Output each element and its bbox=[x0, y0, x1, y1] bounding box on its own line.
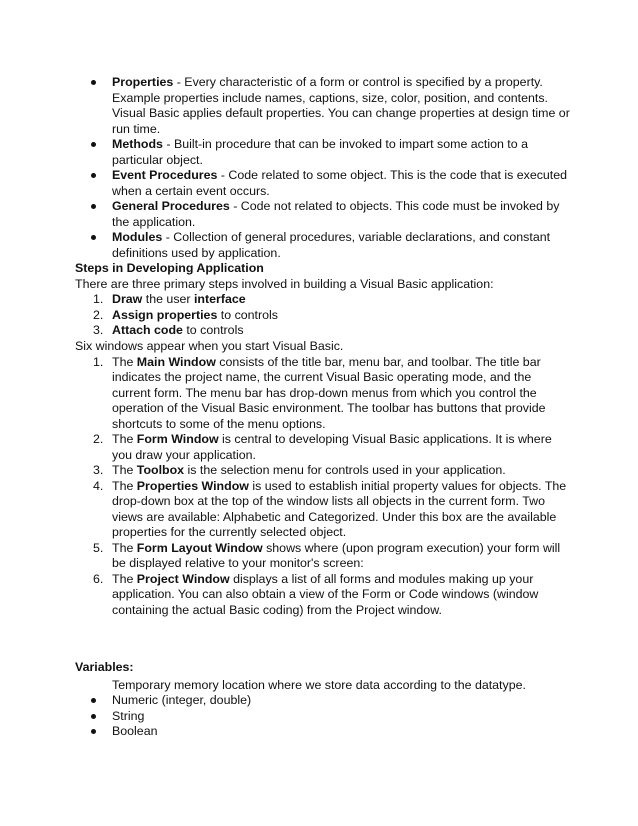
definitions-list-section bbox=[0, 75, 638, 339]
variables-heading: Variables: bbox=[75, 660, 134, 674]
list-item: 2. The Form Window is central to developing Visual Basic applications. It is where you draw your application. bbox=[93, 432, 552, 462]
list-item bbox=[0, 199, 638, 230]
steps-heading: Steps in Developing Application bbox=[75, 261, 264, 275]
term: Modules bbox=[112, 230, 163, 244]
bullet-icon bbox=[91, 173, 96, 178]
variable-types-list bbox=[0, 693, 638, 740]
description: - Code related to some object. This is the code that is executed when a certain event occurs. bbox=[112, 168, 568, 198]
list-item: 3. The Toolbox is the selection menu for controls used in your application. bbox=[93, 463, 506, 477]
bullet-icon bbox=[91, 729, 96, 734]
bullet-icon bbox=[91, 235, 96, 240]
bullet-icon bbox=[91, 80, 96, 85]
list-item: 1. The Main Window consists of the title bar, menu bar, and toolbar. The title bar indicates the project name, the current Visual Basic operating mode, and the current form. The menu bar has drop-down menus from which you control the operation of the Visual Basic environment. The toolbar has buttons that provide shortcuts to some of the menu options. bbox=[93, 354, 546, 431]
term: Methods bbox=[112, 137, 163, 151]
bullet-icon bbox=[91, 142, 96, 147]
list-item: Boolean bbox=[0, 724, 638, 740]
list-item bbox=[0, 168, 638, 199]
windows-intro: Six windows appear when you start Visual Basic. bbox=[75, 339, 344, 353]
windows-list bbox=[0, 355, 638, 619]
steps-list bbox=[0, 292, 638, 339]
list-item: 1. Draw the user interface bbox=[93, 292, 246, 306]
bullet-icon bbox=[91, 204, 96, 209]
bullet-icon bbox=[91, 714, 96, 719]
list-item: 5. The Form Layout Window shows where (upon program execution) your form will be displayed relative to your monitor's screen: bbox=[93, 540, 561, 570]
description: - Collection of general procedures, variable declarations, and constant definitions used by application. bbox=[112, 230, 551, 260]
description: - Built-in procedure that can be invoked to impart some action to a particular object. bbox=[112, 137, 528, 167]
definitions-list bbox=[0, 75, 638, 261]
list-item: 2. Assign properties to controls bbox=[93, 307, 278, 322]
list-item: String bbox=[0, 709, 638, 725]
windows-section bbox=[0, 339, 638, 618]
list-item: 6. The Project Window displays a list of all forms and modules making up your application. You can also obtain a view of the Form or Code windows (window containing the actual Basic coding) from the Project window. bbox=[93, 571, 539, 617]
list-item bbox=[0, 137, 638, 168]
variables-section bbox=[0, 660, 638, 740]
list-item: 4. The Properties Window is used to establish initial property values for objects. The drop-down box at the top of the window lists all objects in the current form. Two views are available: Alphabetic and Categorized. Under this box are the available properties for the currently selected object. bbox=[93, 478, 567, 539]
term: Properties bbox=[112, 75, 174, 89]
term: General Procedures bbox=[112, 199, 230, 213]
steps-intro: There are three primary steps involved in building a Visual Basic application: bbox=[75, 276, 494, 291]
list-item bbox=[0, 75, 638, 137]
description: - Every characteristic of a form or control is specified by a property. Example properties include names, captions, size, color, position, and contents. Visual Basic applies default properties. You can change properties at design time or run time. bbox=[112, 75, 570, 136]
list-item bbox=[0, 230, 638, 261]
term: Event Procedures bbox=[112, 168, 218, 182]
list-item: 3. Attach code to controls bbox=[93, 323, 244, 337]
variables-description: Temporary memory location where we store data according to the datatype. bbox=[112, 677, 526, 692]
description: - Code not related to objects. This code must be invoked by the application. bbox=[112, 199, 560, 229]
bullet-icon bbox=[91, 698, 96, 703]
list-item: Numeric (integer, double) bbox=[0, 693, 638, 709]
